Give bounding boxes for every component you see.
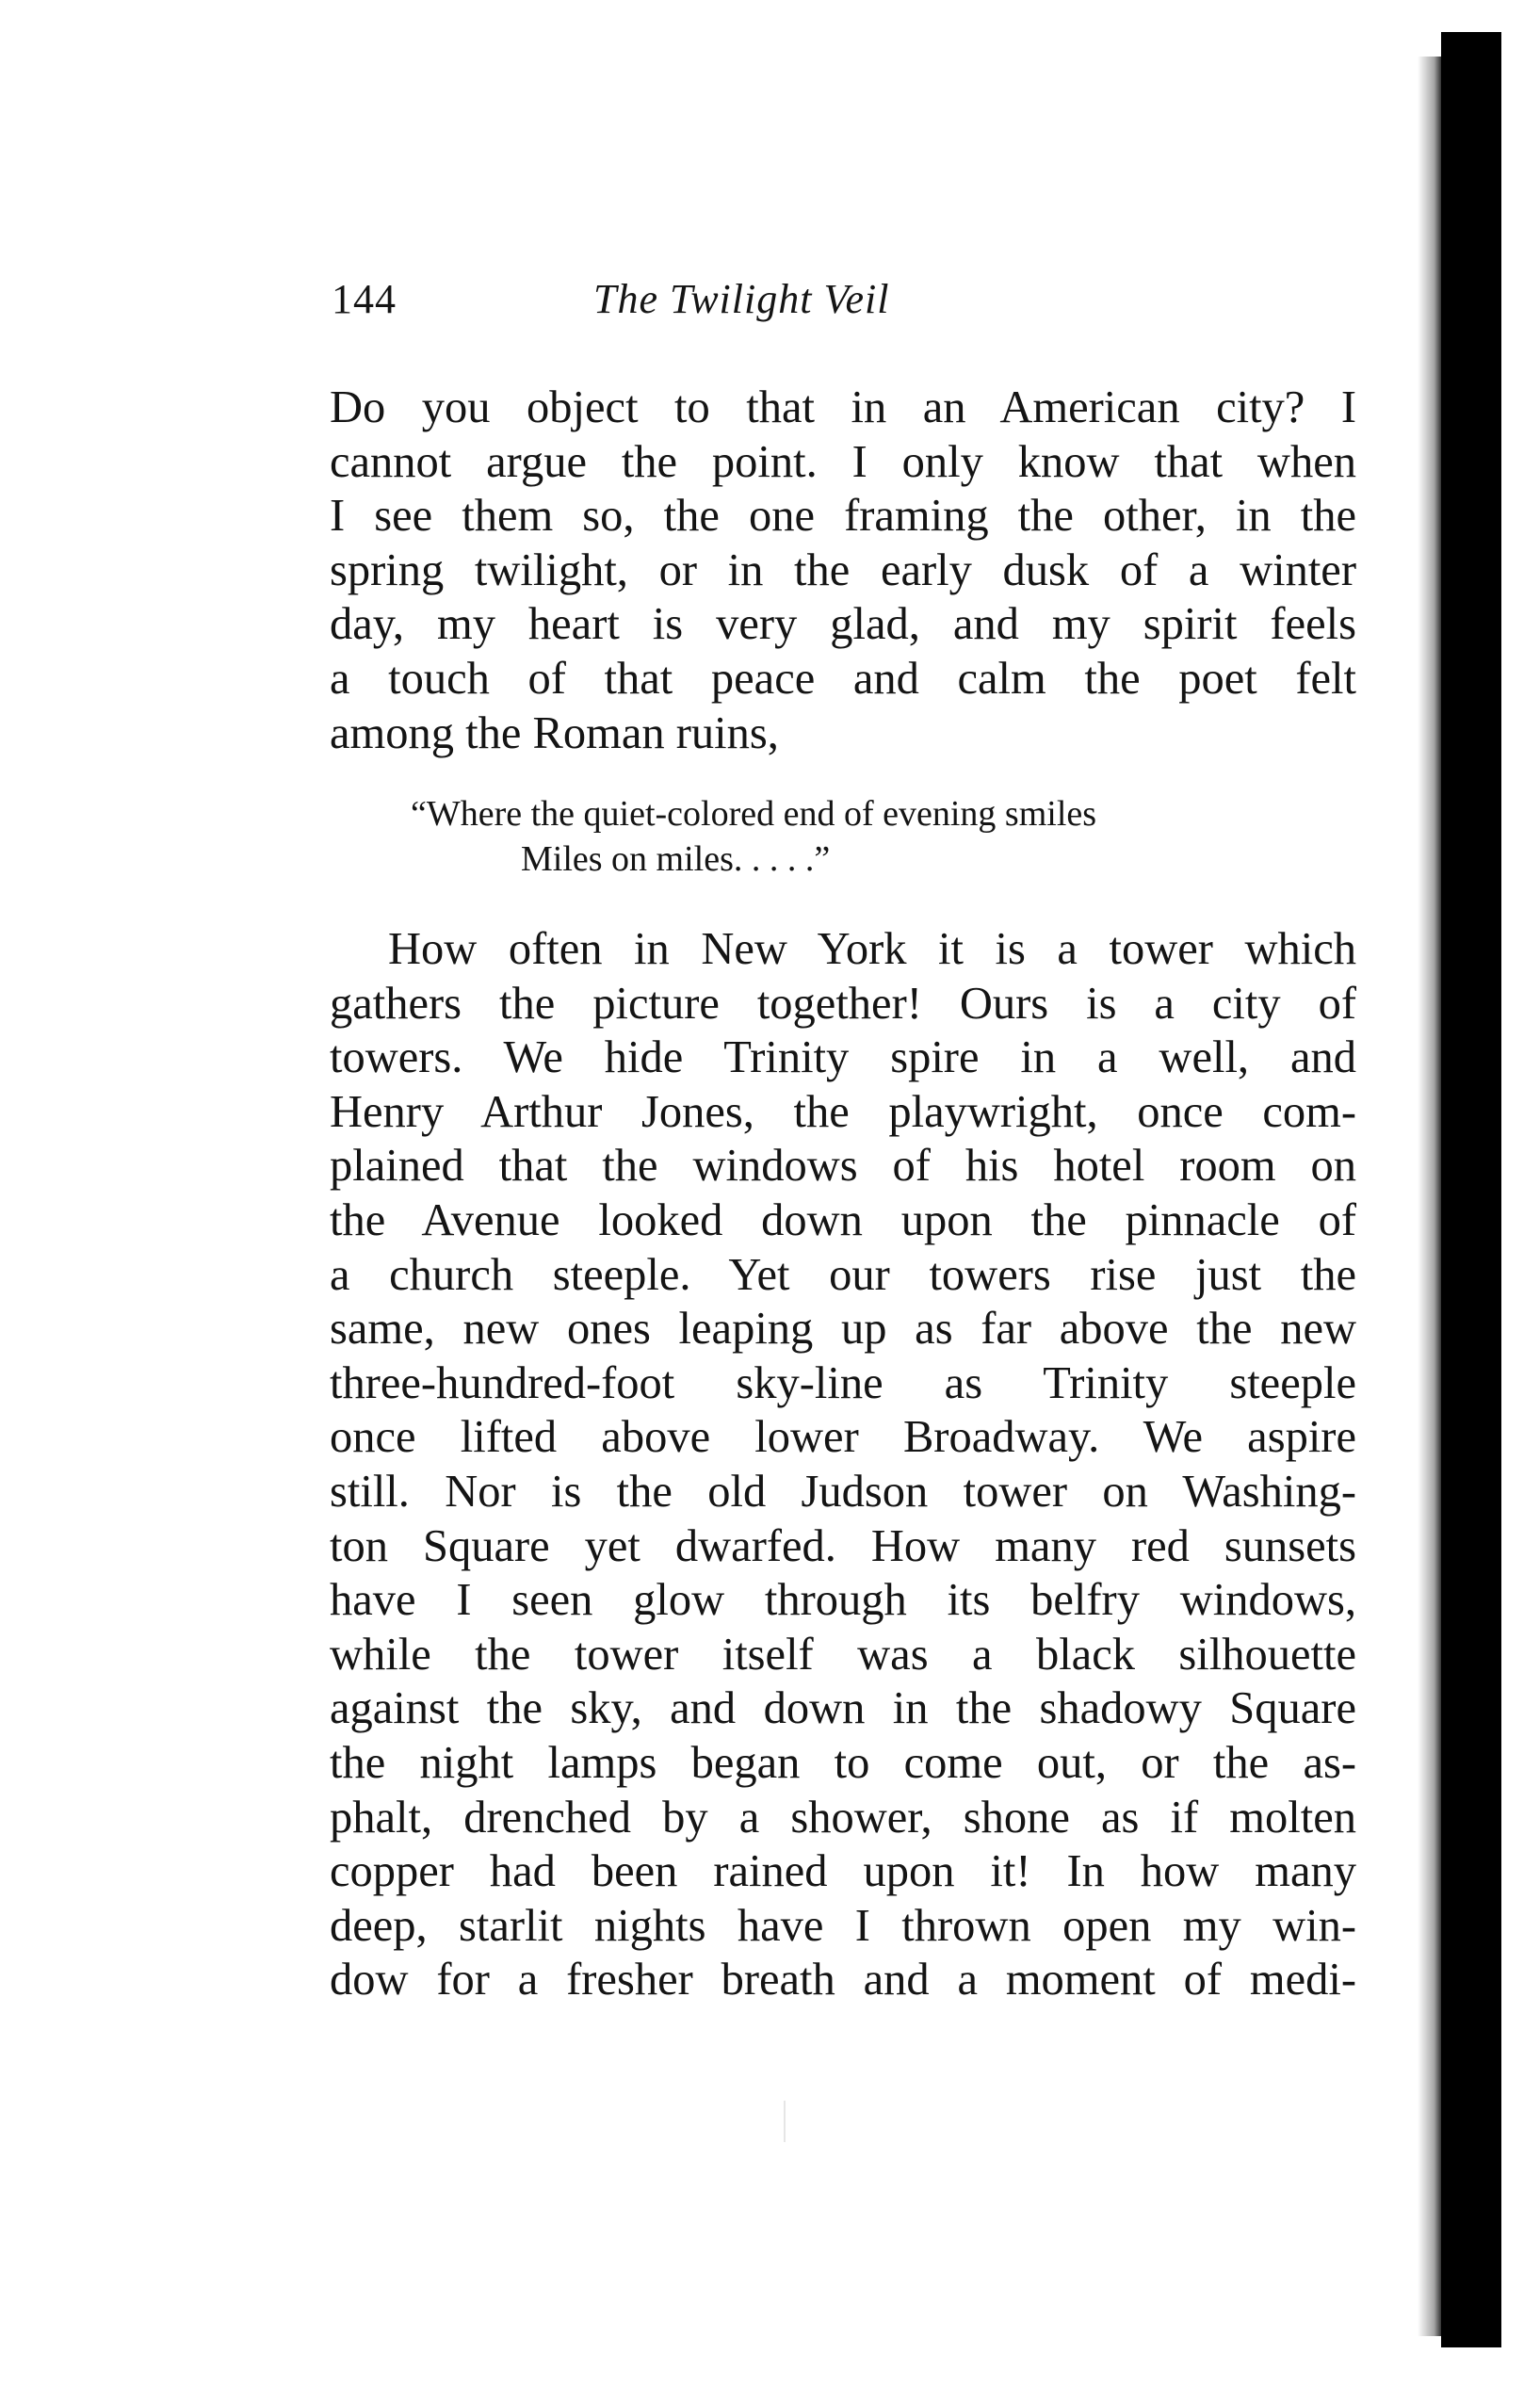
book-binding-edge	[1441, 32, 1501, 2347]
page-header	[332, 275, 1358, 332]
text-line: the night lamps began to come out, or the as-	[330, 1737, 1356, 1788]
text-line: still. Nor is the old Judson tower on Washing-	[330, 1466, 1356, 1517]
poem-quote	[411, 791, 1277, 882]
text-line: deep, starlit nights have I thrown open my win-	[330, 1900, 1356, 1951]
text-line: copper had been rained upon it! In how many	[330, 1846, 1356, 1897]
page-edge-shadow	[1418, 57, 1441, 2336]
text-line: same, new ones leaping up as far above the new	[330, 1304, 1356, 1355]
text-line: once lifted above lower Broadway. We aspire	[330, 1412, 1356, 1463]
text-line: Henry Arthur Jones, the playwright, once com-	[330, 1086, 1356, 1137]
paragraph-1	[330, 381, 1356, 760]
text-line: Do you object to that in an American city? I	[330, 382, 1356, 432]
scan-smudge	[784, 2101, 786, 2142]
text-line: How often in New York it is a tower which	[388, 924, 1356, 974]
text-line: a touch of that peace and calm the poet felt	[330, 653, 1356, 704]
text-line: dow for a fresher breath and a moment of medi-	[330, 1955, 1356, 2005]
paragraph-2	[330, 922, 1356, 2007]
text-line: while the tower itself was a black silhouette	[330, 1629, 1356, 1680]
text-line: among the Roman ruins,	[330, 707, 779, 758]
quote-line: “Where the quiet-colored end of evening smiles	[411, 794, 1097, 834]
text-line: cannot argue the point. I only know that when	[330, 436, 1356, 487]
text-line: have I seen glow through its belfry windows,	[330, 1575, 1356, 1626]
text-line: a church steeple. Yet our towers rise just the	[330, 1249, 1356, 1300]
text-line: phalt, drenched by a shower, shone as if molten	[330, 1792, 1356, 1843]
text-line: plained that the windows of his hotel room on	[330, 1141, 1356, 1192]
text-line: spring twilight, or in the early dusk of a winter	[330, 544, 1356, 595]
text-line: I see them so, the one framing the other, in the	[330, 491, 1356, 542]
text-line: day, my heart is very glad, and my spirit feels	[330, 599, 1356, 650]
text-line: ton Square yet dwarfed. How many red sunsets	[330, 1520, 1356, 1571]
text-line: against the sky, and down in the shadowy Square	[330, 1683, 1356, 1734]
page-number: 144	[332, 276, 397, 322]
text-line: the Avenue looked down upon the pinnacle of	[330, 1194, 1356, 1245]
text-line: towers. We hide Trinity spire in a well, and	[330, 1032, 1356, 1083]
text-line: three-hundred-foot sky-line as Trinity steeple	[330, 1357, 1356, 1408]
running-title: The Twilight Veil	[593, 276, 890, 322]
text-line: gathers the picture together! Ours is a city of	[330, 978, 1356, 1029]
quote-line: Miles on miles. . . . .”	[521, 839, 831, 879]
